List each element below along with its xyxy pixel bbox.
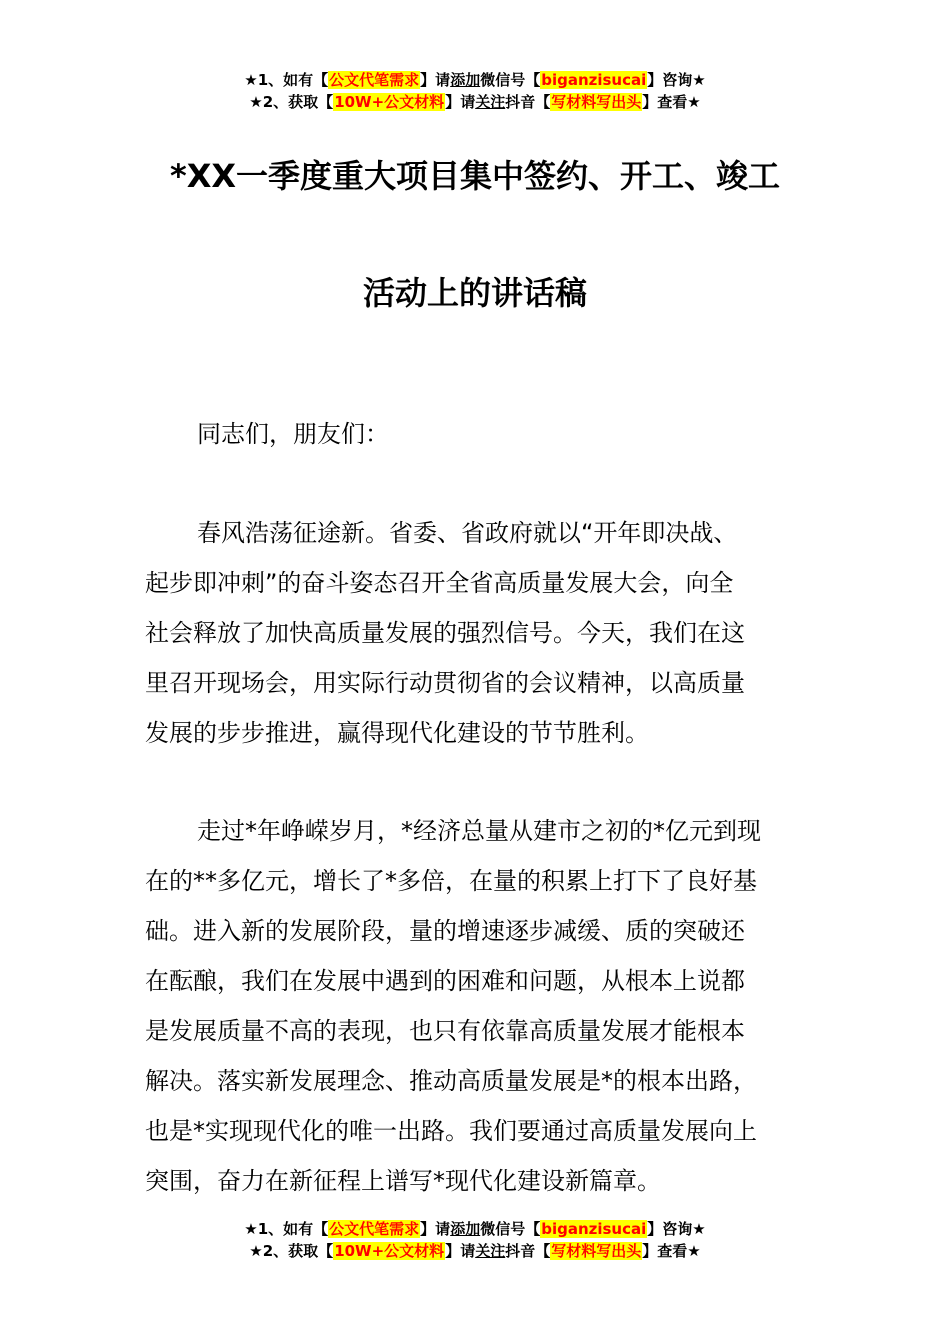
banner-text: 】查看★ bbox=[642, 1242, 701, 1260]
banner-line-1 bbox=[0, 69, 950, 91]
paragraph-line: 础。进入新的发展阶段，量的增速逐步减缓、质的突破还 bbox=[145, 917, 745, 945]
banner-line-1 bbox=[0, 1218, 950, 1240]
banner-line-2 bbox=[0, 1240, 950, 1262]
paragraph-line: 在酝酿，我们在发展中遇到的困难和问题，从根本上说都 bbox=[145, 967, 745, 995]
paragraph-line: 春风浩荡征途新。省委、省政府就以“开年即决战、 bbox=[197, 519, 738, 547]
paragraph-line: 里召开现场会，用实际行动贯彻省的会议精神，以高质量 bbox=[145, 669, 745, 697]
body-paragraph-2 bbox=[145, 806, 810, 1206]
banner-text: ★2、获取【 bbox=[249, 93, 334, 111]
highlight-wechat-id: biganzisucai bbox=[541, 1220, 647, 1238]
paragraph-line: 发展的步步推进，赢得现代化建设的节节胜利。 bbox=[145, 719, 649, 747]
paragraph-line: 解决。落实新发展理念、推动高质量发展是*的根本出路， bbox=[145, 1067, 757, 1095]
banner-emphasis: 关注 bbox=[475, 1242, 506, 1260]
highlight-materials: 10W+公文材料 bbox=[334, 93, 445, 111]
highlight-douyin-account: 写材料写出头 bbox=[551, 1242, 642, 1260]
paragraph-line: 是发展质量不高的表现，也只有依靠高质量发展才能根本 bbox=[145, 1017, 745, 1045]
banner-text: 】咨询★ bbox=[647, 71, 706, 89]
paragraph-line: 社会释放了加快高质量发展的强烈信号。今天，我们在这 bbox=[145, 619, 745, 647]
banner-emphasis: 添加 bbox=[450, 1220, 481, 1238]
highlight-materials: 10W+公文材料 bbox=[334, 1242, 445, 1260]
banner-emphasis: 关注 bbox=[475, 93, 506, 111]
banner-text: 】请 bbox=[445, 93, 476, 111]
salutation bbox=[145, 409, 810, 459]
highlight-douyin-account: 写材料写出头 bbox=[551, 93, 642, 111]
banner-text: 】查看★ bbox=[642, 93, 701, 111]
banner-emphasis: 添加 bbox=[450, 71, 481, 89]
highlight-service: 公文代笔需求 bbox=[329, 71, 420, 89]
banner-text: 抖音【 bbox=[505, 1242, 551, 1260]
paragraph-line: 在的**多亿元，增长了*多倍，在量的积累上打下了良好基 bbox=[145, 867, 757, 895]
banner-text: 】请 bbox=[420, 71, 451, 89]
document-title-line-2: 活动上的讲话稿 bbox=[362, 274, 587, 312]
document-title-line-1: *XX一季度重大项目集中签约、开工、竣工 bbox=[169, 157, 781, 195]
banner-text: 】咨询★ bbox=[647, 1220, 706, 1238]
salutation-text: 同志们，朋友们： bbox=[197, 420, 389, 448]
footer-banner bbox=[0, 1218, 950, 1262]
banner-text: 】请 bbox=[445, 1242, 476, 1260]
paragraph-line: 走过*年峥嵘岁月，*经济总量从建市之初的*亿元到现 bbox=[197, 817, 761, 845]
banner-text: 抖音【 bbox=[505, 93, 551, 111]
banner-text: 微信号【 bbox=[480, 71, 541, 89]
paragraph-line: 起步即冲刺”的奋斗姿态召开全省高质量发展大会，向全 bbox=[145, 569, 734, 597]
banner-text: ★2、获取【 bbox=[249, 1242, 334, 1260]
banner-text: 微信号【 bbox=[480, 1220, 541, 1238]
body-paragraph-1 bbox=[145, 508, 810, 758]
paragraph-line: 也是*实现现代化的唯一出路。我们要通过高质量发展向上 bbox=[145, 1117, 757, 1145]
highlight-service: 公文代笔需求 bbox=[329, 1220, 420, 1238]
paragraph-line: 突围，奋力在新征程上谱写*现代化建设新篇章。 bbox=[145, 1167, 661, 1195]
banner-line-2 bbox=[0, 91, 950, 113]
banner-text: ★1、如有【 bbox=[244, 71, 329, 89]
banner-text: ★1、如有【 bbox=[244, 1220, 329, 1238]
banner-text: 】请 bbox=[420, 1220, 451, 1238]
header-banner bbox=[0, 69, 950, 113]
highlight-wechat-id: biganzisucai bbox=[541, 71, 647, 89]
